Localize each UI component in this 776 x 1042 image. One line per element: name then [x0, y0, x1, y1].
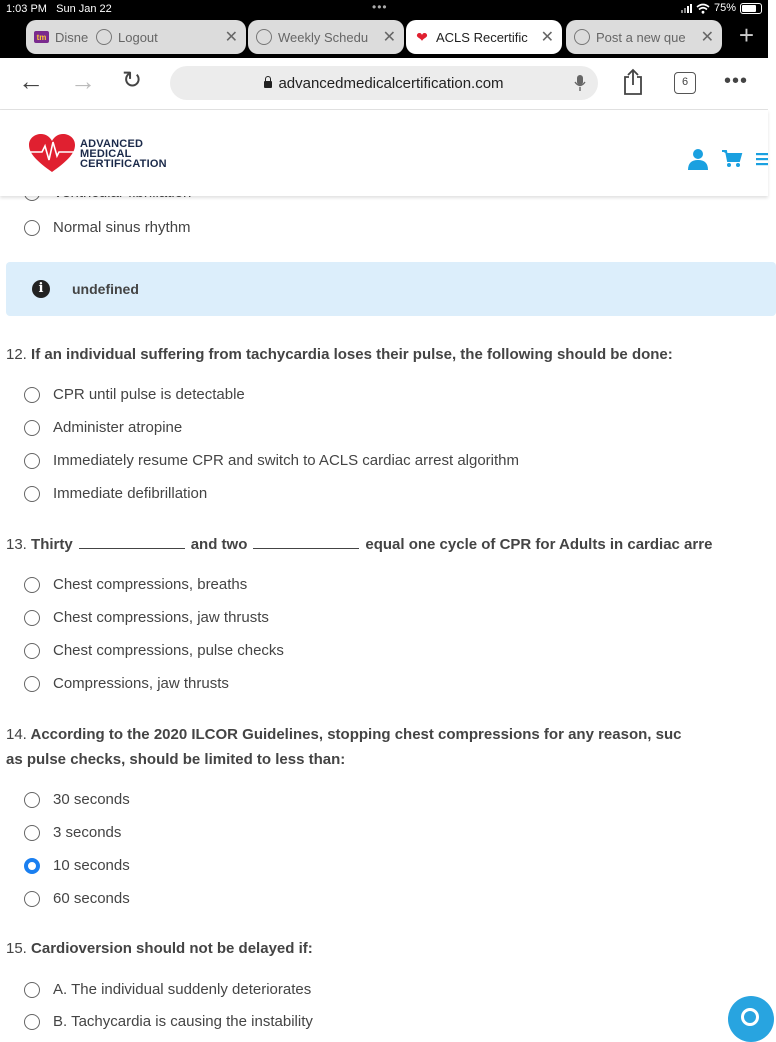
- question-15: [6, 936, 313, 961]
- info-icon: i: [32, 280, 50, 298]
- tab-acls-recertification[interactable]: [406, 20, 562, 54]
- option-label: Chest compressions, jaw thrusts: [53, 609, 269, 626]
- answer-option[interactable]: [24, 576, 247, 593]
- fill-in-blank: [253, 535, 359, 549]
- radio-button[interactable]: [24, 643, 40, 659]
- heart-icon: ❤: [416, 28, 428, 45]
- wifi-icon: [696, 3, 710, 14]
- radio-button[interactable]: [24, 486, 40, 502]
- status-right: [681, 2, 762, 14]
- option-label: Normal sinus rhythm: [53, 219, 191, 236]
- option-label: Chest compressions, breaths: [53, 576, 248, 593]
- tab-label: Disne: [55, 29, 89, 45]
- option-label: Chest compressions, pulse checks: [53, 642, 284, 659]
- option-label: Immediate defibrillation: [53, 485, 208, 502]
- close-tab-icon[interactable]: ✕: [700, 29, 714, 46]
- quiz-content: [0, 196, 768, 1030]
- close-tab-icon[interactable]: ✕: [540, 29, 554, 46]
- status-time: 1:03 PM Sun Jan 22: [6, 3, 112, 15]
- answer-option[interactable]: [24, 485, 207, 502]
- answer-option[interactable]: [24, 675, 229, 692]
- radio-button[interactable]: [24, 891, 40, 907]
- question-text: and two: [190, 536, 248, 553]
- answer-option-selected[interactable]: [24, 857, 130, 874]
- answer-option[interactable]: [24, 824, 121, 841]
- tm-favicon-icon: tm: [34, 31, 49, 43]
- battery-percent: 75%: [713, 2, 736, 14]
- question-12: [6, 342, 673, 367]
- tab-label: Weekly Schedu: [278, 29, 369, 45]
- option-label: Administer atropine: [53, 419, 183, 436]
- heart-logo-icon: [28, 134, 76, 174]
- answer-option[interactable]: [24, 219, 191, 236]
- logo-wordmark: [80, 139, 167, 169]
- new-tab-plus-icon[interactable]: +: [738, 20, 754, 50]
- site-logo[interactable]: [28, 134, 167, 174]
- radio-button[interactable]: [24, 676, 40, 692]
- lock-icon: [264, 81, 272, 88]
- browser-tab-bar: [0, 18, 768, 58]
- question-number: 13.: [6, 536, 27, 553]
- close-tab-icon[interactable]: ✕: [382, 29, 396, 46]
- globe-icon: [574, 29, 590, 45]
- microphone-icon[interactable]: [574, 74, 586, 92]
- site-header: [0, 110, 768, 196]
- question-text: Cardioversion should not be delayed if:: [31, 940, 313, 957]
- hamburger-menu-icon[interactable]: [756, 151, 768, 167]
- radio-button[interactable]: [24, 420, 40, 436]
- answer-option[interactable]: [24, 386, 245, 403]
- battery-icon: [740, 3, 762, 14]
- radio-button-selected[interactable]: [24, 858, 40, 874]
- answer-option[interactable]: [24, 609, 269, 626]
- question-text: equal one cycle of CPR for Adults in cardiac arre: [365, 536, 713, 553]
- answer-option[interactable]: [24, 452, 519, 469]
- logo-line: ADVANCED: [80, 138, 144, 150]
- question-number: 15.: [6, 940, 27, 957]
- globe-icon: [256, 29, 272, 45]
- question-number: 14.: [6, 726, 27, 743]
- answer-option[interactable]: [24, 791, 130, 808]
- fill-in-blank: [79, 535, 185, 549]
- user-account-icon[interactable]: [688, 148, 708, 170]
- answer-option[interactable]: [24, 642, 284, 659]
- radio-button[interactable]: [24, 453, 40, 469]
- option-label: 60 seconds: [53, 890, 130, 907]
- tab-label: Post a new que: [596, 29, 686, 45]
- shopping-cart-icon[interactable]: [722, 150, 742, 168]
- tab-post-question[interactable]: [566, 20, 722, 54]
- radio-button[interactable]: [24, 792, 40, 808]
- tab-label: ACLS Recertific: [436, 29, 528, 45]
- search-help-button[interactable]: [728, 996, 774, 1042]
- option-label: Compressions, jaw thrusts: [53, 675, 229, 692]
- back-arrow-icon[interactable]: ←: [18, 66, 44, 96]
- answer-option[interactable]: [24, 1013, 313, 1030]
- question-text: as pulse checks, should be limited to less than:: [6, 751, 346, 768]
- radio-button[interactable]: [24, 1014, 40, 1030]
- answer-option[interactable]: [24, 890, 130, 907]
- question-14: [6, 722, 681, 772]
- option-label: 3 seconds: [53, 824, 122, 841]
- info-alert: [6, 262, 776, 316]
- question-text: If an individual suffering from tachycardia loses their pulse, the following should be done:: [31, 346, 673, 363]
- more-options-icon[interactable]: •••: [724, 70, 749, 92]
- option-label: Immediately resume CPR and switch to ACLS cardiac arrest algorithm: [53, 452, 520, 469]
- radio-button[interactable]: [24, 982, 40, 998]
- question-text: According to the 2020 ILCOR Guidelines, stopping chest compressions for any reason, suc: [30, 726, 682, 743]
- radio-button[interactable]: [24, 610, 40, 626]
- option-label: 10 seconds: [53, 857, 130, 874]
- share-icon[interactable]: [622, 68, 644, 96]
- option-label: A. The individual suddenly deteriorates: [53, 981, 312, 998]
- option-label: B. Tachycardia is causing the instability: [53, 1013, 313, 1030]
- url-text: advancedmedicalcertification.com: [278, 74, 504, 92]
- reload-icon[interactable]: ↻: [122, 67, 143, 94]
- logo-line: MEDICAL: [80, 148, 132, 160]
- status-bar: [0, 0, 768, 18]
- radio-button[interactable]: [24, 577, 40, 593]
- radio-button[interactable]: [24, 220, 40, 236]
- question-number: 12.: [6, 346, 27, 363]
- tab-weekly-schedule[interactable]: [248, 20, 404, 54]
- question-text: Thirty: [31, 536, 73, 553]
- option-label: CPR until pulse is detectable: [53, 386, 245, 403]
- browser-toolbar: [0, 58, 768, 110]
- signal-icon: [681, 4, 692, 13]
- address-bar[interactable]: [170, 66, 598, 100]
- tab-label: Logout: [118, 29, 158, 45]
- header-actions: [688, 148, 768, 170]
- tab-logout[interactable]: [88, 20, 246, 54]
- tab-count-button[interactable]: 6: [674, 72, 696, 94]
- logo-line: CERTIFICATION: [80, 158, 167, 170]
- forward-arrow-icon[interactable]: →: [70, 66, 96, 96]
- close-tab-icon[interactable]: ✕: [224, 29, 238, 46]
- globe-icon: [96, 29, 112, 45]
- info-text: undefined: [72, 281, 139, 297]
- multitask-dots-icon[interactable]: •••: [372, 0, 388, 14]
- radio-button[interactable]: [24, 387, 40, 403]
- answer-option[interactable]: [24, 981, 311, 998]
- answer-option[interactable]: [24, 419, 182, 436]
- question-13: [6, 532, 712, 557]
- radio-button[interactable]: [24, 825, 40, 841]
- option-label: 30 seconds: [53, 791, 130, 808]
